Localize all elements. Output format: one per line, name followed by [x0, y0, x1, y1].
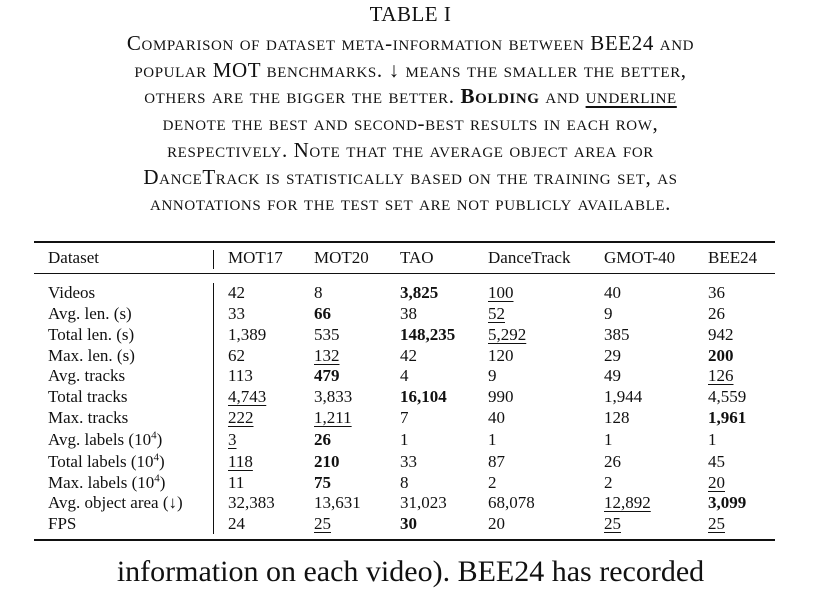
table-cell: 33: [228, 304, 245, 323]
table-cell: 13,631: [314, 493, 361, 512]
table-cell: 1: [708, 430, 717, 449]
column-header: BEE24: [708, 248, 758, 267]
table-cell: 40: [604, 283, 621, 302]
table-row: [34, 472, 775, 493]
table-cell: 4,743: [228, 387, 267, 406]
table-cell: 3,825: [400, 283, 439, 302]
table-cell: 200: [708, 346, 734, 365]
caption-line-7: annotations for the test set are not publicly available.: [150, 191, 671, 216]
row-label: Total tracks: [48, 387, 128, 406]
row-label: Avg. labels $(10^4)$: [48, 429, 163, 449]
table-cell: 535: [314, 325, 340, 344]
caption-and-word: and: [545, 84, 580, 109]
table-cell: 62: [228, 346, 245, 365]
table-cell: 2: [488, 473, 497, 492]
table-cell: 66: [314, 304, 331, 323]
table-cell: 222: [228, 408, 254, 427]
table-row: [34, 451, 775, 472]
table-cell: 385: [604, 325, 630, 344]
table-cell: 20: [488, 514, 505, 533]
table-cell: 118: [228, 452, 253, 471]
table-cell: 25: [708, 514, 725, 533]
table-row: [34, 365, 775, 386]
table-cell: 1: [400, 430, 409, 449]
row-label: Max. tracks: [48, 408, 129, 427]
table-cell: 20: [708, 473, 725, 492]
table-row: [34, 282, 775, 303]
table-cell: 9: [604, 304, 613, 323]
table-cell: 210: [314, 452, 340, 471]
table-cell: 1,389: [228, 325, 267, 344]
table-cell: 36: [708, 283, 725, 302]
table-cell: 4,559: [708, 387, 747, 406]
table-caption: [40, 30, 781, 217]
table-cell: 3: [228, 430, 237, 449]
row-label: Videos: [48, 283, 96, 302]
row-label: Total labels $(10^4)$: [48, 451, 165, 471]
table-cell: 25: [314, 514, 331, 533]
table-cell: 31,023: [400, 493, 447, 512]
table-cell: 42: [228, 283, 245, 302]
table-cell: 113: [228, 366, 253, 385]
table-cell: 1,944: [604, 387, 643, 406]
table-cell: 990: [488, 387, 514, 406]
table-cell: 8: [314, 283, 323, 302]
table-cell: 68,078: [488, 493, 535, 512]
row-label: Avg. tracks: [48, 366, 126, 385]
table-cell: 30: [400, 514, 417, 533]
table-cell: 29: [604, 346, 621, 365]
table-cell: 5,292: [488, 325, 527, 344]
caption-line-3-start: others are the bigger the better.: [144, 84, 455, 109]
table-cell: 12,892: [604, 493, 651, 512]
table-cell: 26: [708, 304, 725, 323]
table-top-rule: [34, 241, 775, 243]
table-cell: 49: [604, 366, 621, 385]
table-cell: 100: [488, 283, 514, 302]
row-label: Avg. len. (s): [48, 304, 132, 323]
row-label: Max. len. (s): [48, 346, 135, 365]
table-header-row: [34, 247, 775, 268]
table-row: [34, 429, 775, 450]
table-cell: 8: [400, 473, 409, 492]
table-cell: 16,104: [400, 387, 447, 406]
table-cell: 942: [708, 325, 734, 344]
table-cell: 148,235: [400, 325, 456, 344]
caption-line-1: Comparison of dataset meta-information between BEE24 and: [126, 31, 695, 55]
table-row: [34, 324, 775, 345]
table-cell: 4: [400, 366, 409, 385]
table-header-rule: [34, 273, 775, 274]
table-cell: 128: [604, 408, 630, 427]
table-row: [34, 407, 775, 428]
column-header: DanceTrack: [488, 248, 571, 267]
table-cell: 32,383: [228, 493, 275, 512]
table-cell: 9: [488, 366, 497, 385]
column-header: Dataset: [48, 248, 99, 267]
row-label: Max. labels $(10^4)$: [48, 472, 166, 492]
caption-bolding-word: Bolding: [460, 84, 540, 109]
table-cell: 1,211: [314, 408, 352, 427]
table-cell: 42: [400, 346, 417, 365]
table-cell: 40: [488, 408, 505, 427]
table-cell: 3,099: [708, 493, 747, 512]
caption-line-5: respectively. Note that the average object area for: [167, 137, 654, 162]
table-cell: 33: [400, 452, 417, 471]
column-header: MOT20: [314, 248, 369, 267]
caption-line-6: DanceTrack is statistically based on the training set, as: [143, 164, 678, 189]
column-header: MOT17: [228, 248, 283, 267]
table-row: [34, 345, 775, 366]
row-label: Total len. (s): [48, 325, 135, 344]
table-cell: 45: [708, 452, 725, 471]
table-row: [34, 386, 775, 407]
table-row: [34, 513, 775, 534]
table-cell: 24: [228, 514, 245, 533]
caption-line-3: [40, 83, 781, 110]
table-row: [34, 492, 775, 513]
table-cell: 1,961: [708, 408, 747, 427]
table-cell: 1: [604, 430, 613, 449]
table-cell: 3,833: [314, 387, 353, 406]
table-cell: 1: [488, 430, 497, 449]
row-label: FPS: [48, 514, 77, 533]
column-header: TAO: [400, 248, 434, 267]
caption-line-4: denote the best and second-best results in each row,: [162, 111, 659, 136]
column-header: GMOT-40: [604, 248, 676, 267]
table-cell: 132: [314, 346, 340, 365]
body-text-fragment: information on each video). BEE24 has recorded: [116, 555, 705, 588]
table-cell: 479: [314, 366, 340, 385]
table-cell: 11: [228, 473, 245, 492]
table-cell: 26: [604, 452, 621, 471]
table-cell: 120: [488, 346, 514, 365]
caption-underline-word: underline: [585, 84, 677, 109]
table-cell: 2: [604, 473, 613, 492]
table-cell: 75: [314, 473, 331, 492]
table-cell: 25: [604, 514, 621, 533]
table-cell: 38: [400, 304, 417, 323]
table-row: [34, 303, 775, 324]
table-cell: 52: [488, 304, 505, 323]
table-cell: 87: [488, 452, 505, 471]
table-label: TABLE I: [369, 2, 452, 26]
table-bottom-rule: [34, 539, 775, 541]
caption-line-2: popular MOT benchmarks. ↓ means the smaller the better,: [134, 57, 687, 82]
table-cell: 7: [400, 408, 409, 427]
row-label: Avg. object area (↓): [48, 493, 183, 512]
table-cell: 26: [314, 430, 331, 449]
table-cell: 126: [708, 366, 734, 385]
